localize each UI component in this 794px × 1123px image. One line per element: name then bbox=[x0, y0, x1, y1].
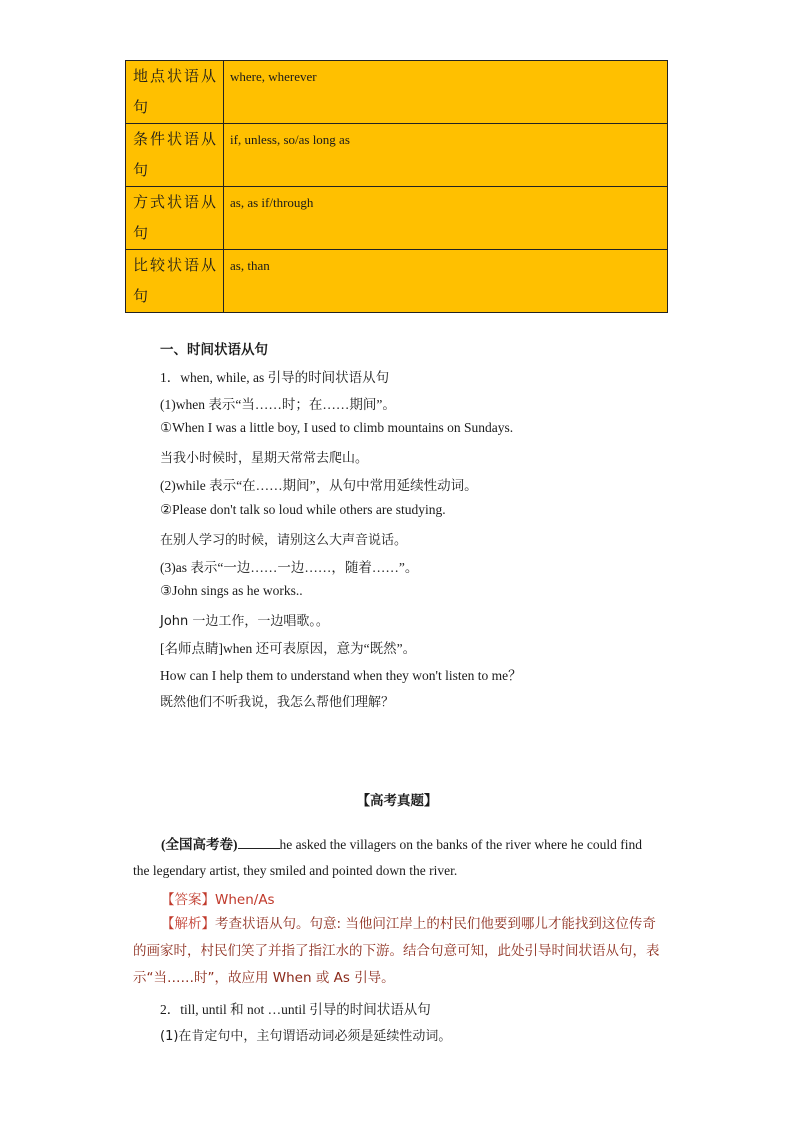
answer-blank bbox=[238, 836, 280, 849]
example-en: ①When I was a little boy, I used to climb mountains on Sundays. bbox=[160, 420, 514, 435]
example-zh: John 一边工作，一边唱歌。。 bbox=[160, 614, 329, 629]
conjunction-cell: as, as if/through bbox=[224, 187, 668, 250]
answer-line bbox=[161, 888, 275, 908]
analysis-label: 【解析】 bbox=[161, 916, 215, 932]
clause-type-cell: 地点状语从句 bbox=[126, 61, 224, 124]
table-row bbox=[126, 124, 668, 187]
conjunction-cell: if, unless, so/as long as bbox=[224, 124, 668, 187]
clause-type-cell: 方式状语从句 bbox=[126, 187, 224, 250]
analysis-paragraph bbox=[133, 911, 669, 992]
question-text-2: the legendary artist, they smiled and pointed down the river. bbox=[133, 863, 458, 878]
tip-example-en: How can I help them to understand when they won't listen to me？ bbox=[160, 668, 522, 683]
example-zh: 在别人学习的时候，请别这么大声音说话。 bbox=[160, 533, 408, 548]
item-title: 2．till, until 和 not …until 引导的时间状语从句 bbox=[160, 1002, 431, 1017]
teacher-tip: [名师点睛]when 还可表原因，意为“既然”。 bbox=[160, 641, 417, 656]
exam-question bbox=[133, 832, 663, 884]
question-source: (全国高考卷) bbox=[161, 837, 238, 852]
example-en: ②Please don't talk so loud while others are studying. bbox=[160, 502, 446, 517]
rule-text: (2)while 表示“在……期间”，从句中常用延续性动词。 bbox=[160, 478, 478, 493]
clause-type-cell: 比较状语从句 bbox=[126, 250, 224, 313]
rule-text: (1)在肯定句中，主句谓语动词必须是延续性动词。 bbox=[160, 1029, 452, 1044]
answer-label: 【答案】 bbox=[161, 892, 215, 908]
item-title: 1．when, while, as 引导的时间状语从句 bbox=[160, 370, 390, 385]
clause-type-cell: 条件状语从句 bbox=[126, 124, 224, 187]
clause-type-table bbox=[125, 60, 668, 313]
question-text-1: he asked the villagers on the banks of the river where he could find bbox=[279, 837, 643, 852]
answer-value: When/As bbox=[215, 892, 275, 908]
section-heading: 一、时间状语从句 bbox=[160, 342, 268, 358]
exam-section-title: 【高考真题】 bbox=[356, 793, 438, 809]
rule-text: (1)when 表示“当……时；在……期间”。 bbox=[160, 397, 396, 412]
conjunction-cell: where, wherever bbox=[224, 61, 668, 124]
example-en: ③John sings as he works.. bbox=[160, 583, 303, 598]
conjunction-cell: as, than bbox=[224, 250, 668, 313]
table-row bbox=[126, 187, 668, 250]
table-row bbox=[126, 250, 668, 313]
analysis-text: 考查状语从句。句意: 当他问江岸上的村民们他要到哪儿才能找到这位传奇的画家时，村民们笑了并指了指江水的下游。结合句意可知，此处引导时间状语从句，表示“当……时”，故应用 When 或 As 引导。 bbox=[133, 916, 660, 986]
table-row bbox=[126, 61, 668, 124]
tip-example-zh: 既然他们不听我说，我怎么帮他们理解？ bbox=[160, 695, 395, 710]
rule-text: (3)as 表示“一边……一边……，随着……”。 bbox=[160, 560, 419, 575]
example-zh: 当我小时候时，星期天常常去爬山。 bbox=[160, 451, 369, 466]
